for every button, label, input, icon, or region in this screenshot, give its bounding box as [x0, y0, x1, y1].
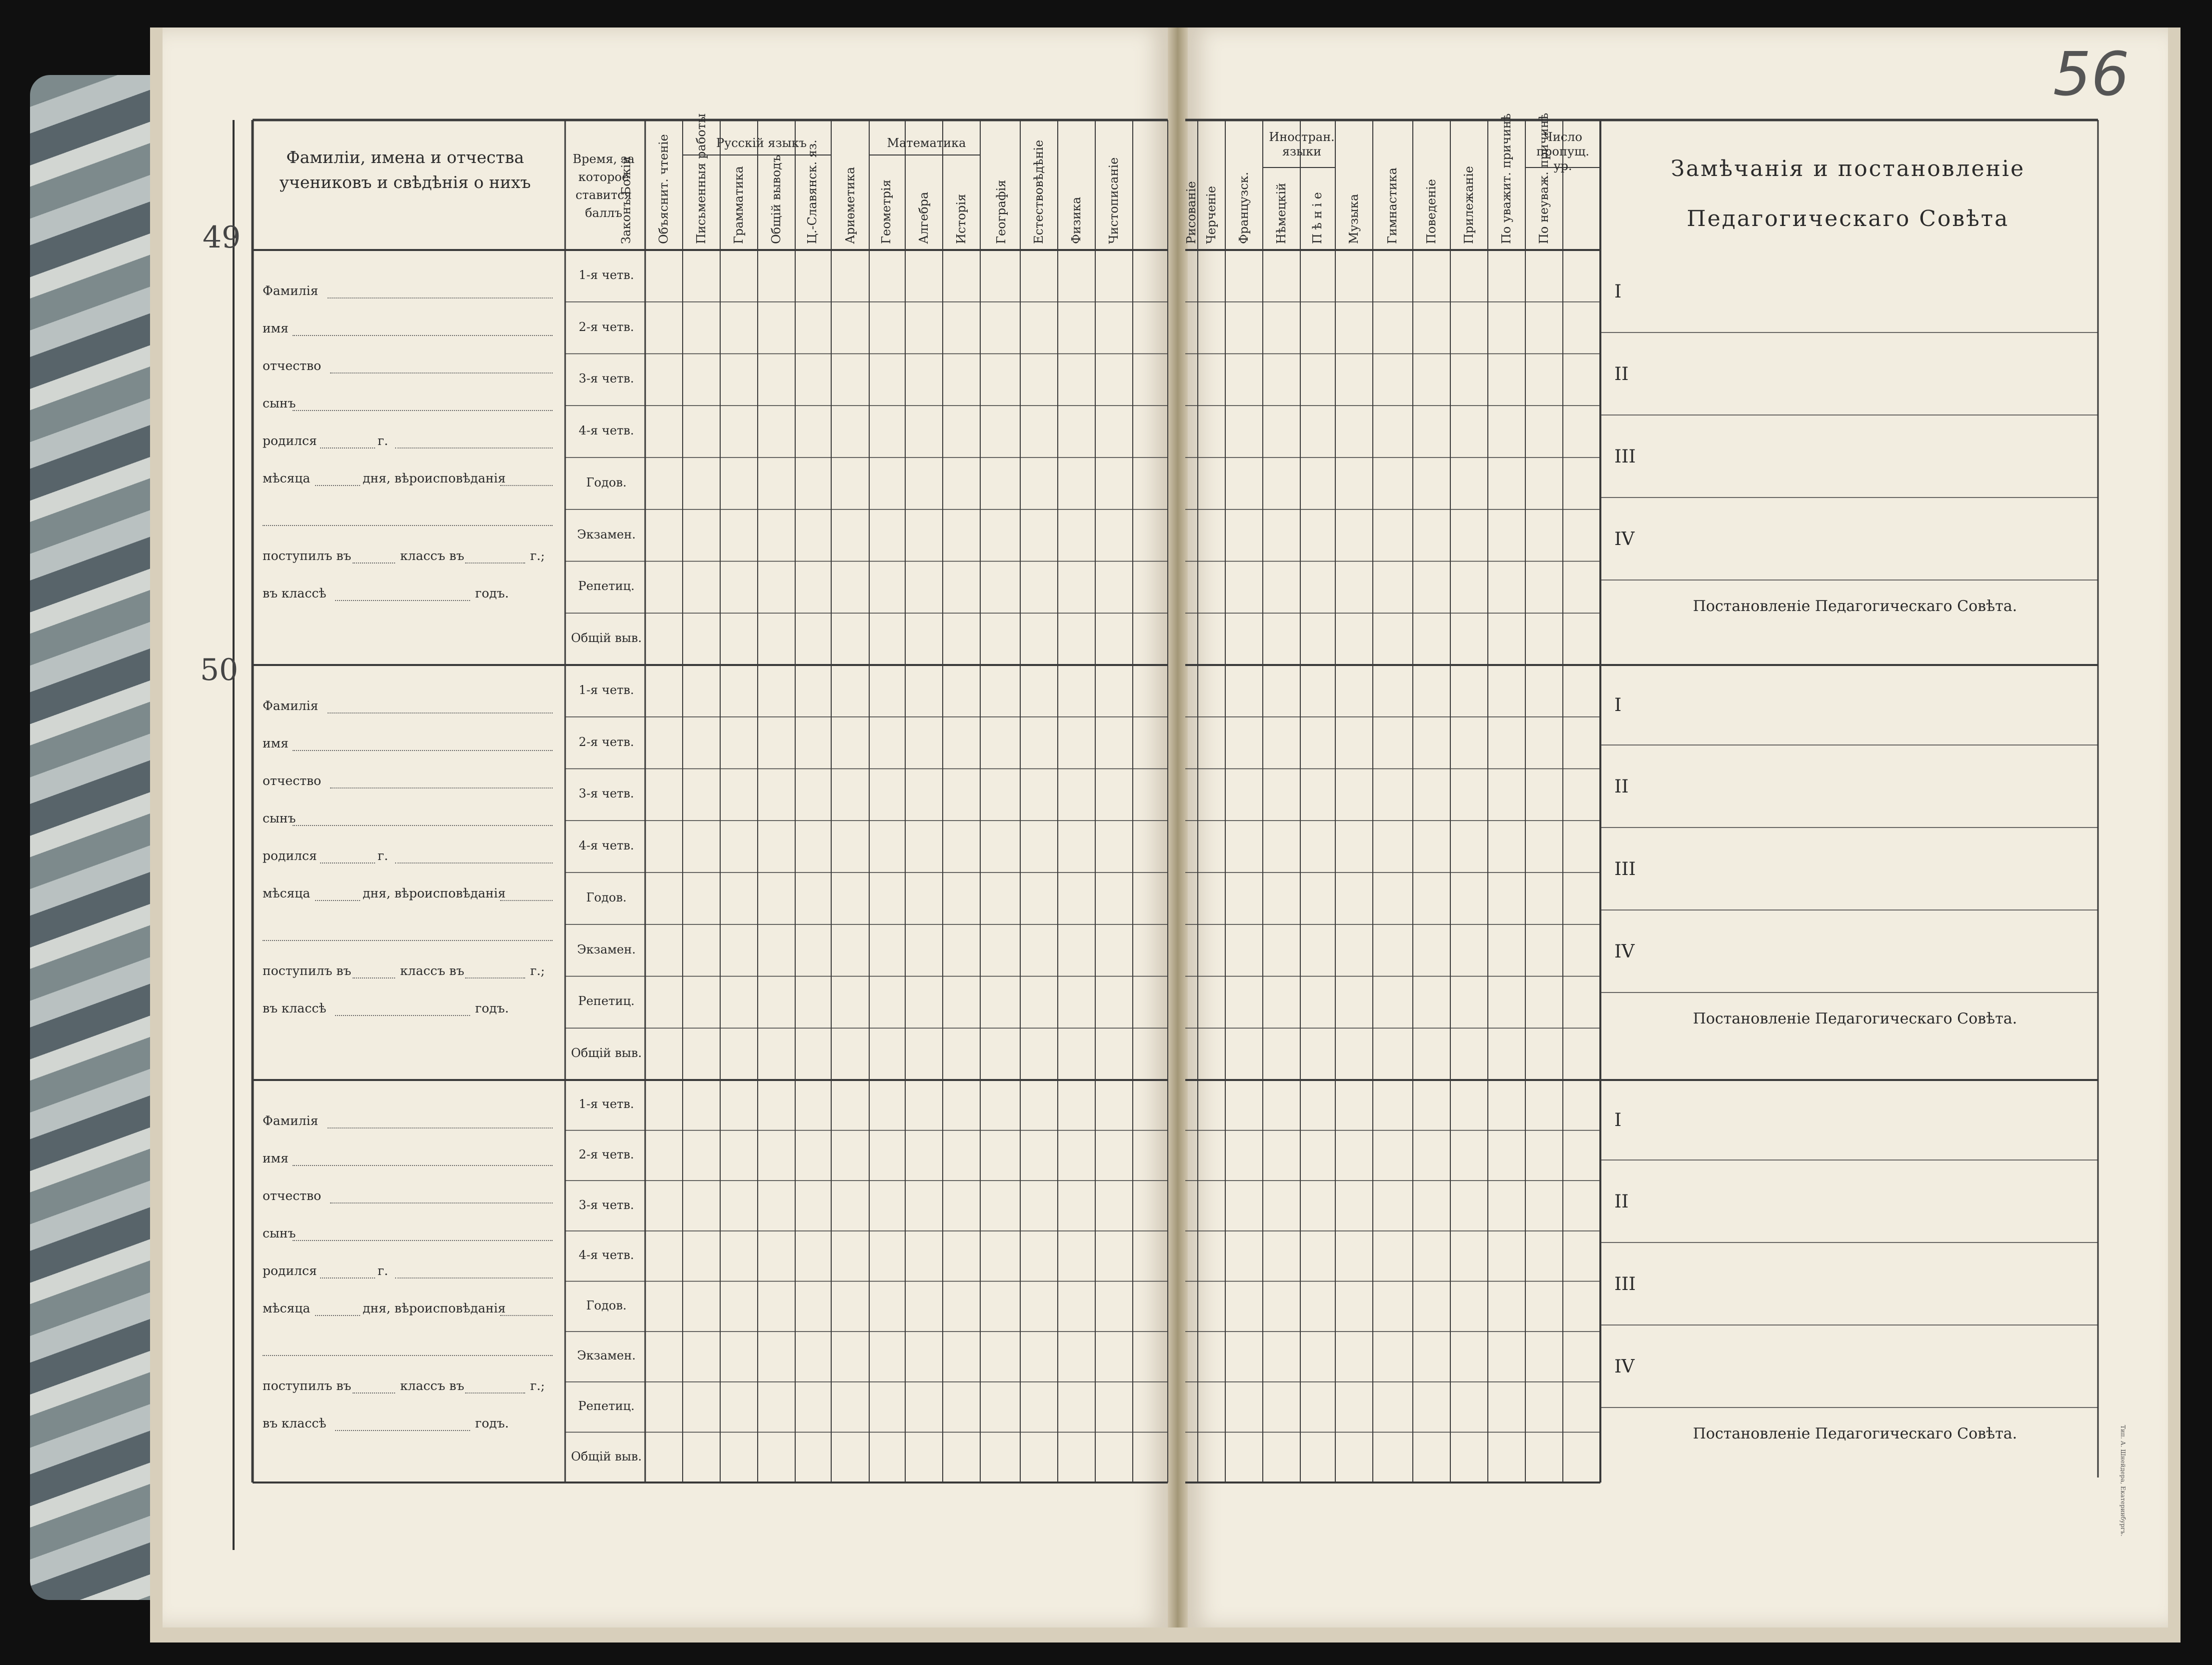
subject-header-left: Алгебра: [916, 192, 931, 244]
fill-in-blank-born-year[interactable]: [395, 862, 553, 864]
period-row-label: 2-я четв.: [579, 1147, 634, 1162]
russian-group-header: Русскій языкъ: [716, 136, 807, 150]
quarter-roman-numeral: IV: [1614, 528, 1635, 550]
fill-in-blank-born-day[interactable]: [320, 862, 375, 864]
fill-in-blank-month[interactable]: [315, 1315, 360, 1316]
student-field-label: имя: [263, 736, 289, 750]
student-field-label: г.: [378, 1264, 389, 1278]
period-row-label: 3-я четв.: [579, 1198, 634, 1212]
student-field-label: Фамилія: [263, 1114, 319, 1128]
student-field-label: г.: [378, 848, 389, 863]
fill-in-blank-month[interactable]: [315, 900, 360, 901]
math-group-header: Математика: [887, 136, 966, 150]
student-field-label: поступилъ въ: [263, 548, 352, 563]
fill-in-blank-in-class[interactable]: [335, 600, 470, 601]
student-field-label: годъ.: [475, 586, 509, 600]
student-field-label: сынъ: [263, 1226, 296, 1240]
student-field-label: родился: [263, 434, 317, 448]
student-field-label: имя: [263, 1151, 289, 1166]
period-row-label: Экзамен.: [577, 1348, 636, 1363]
subject-header-right: Французск.: [1236, 172, 1251, 244]
subject-header-left: Географія: [994, 180, 1008, 244]
quarter-roman-numeral: III: [1614, 1274, 1636, 1294]
fill-in-blank-in-class[interactable]: [335, 1015, 470, 1016]
council-decision-label: Постановленіе Педагогическаго Совѣта.: [1693, 598, 2017, 615]
student-field-label: мѣсяца: [263, 886, 311, 900]
subject-header-left: Объяснит. чтеніе: [656, 134, 671, 244]
period-row-label: 1-я четв.: [579, 682, 634, 697]
student-field-label: мѣсяца: [263, 471, 311, 486]
student-field-label: родился: [263, 1264, 317, 1278]
period-row-label: 1-я четв.: [579, 268, 634, 282]
fill-in-blank-faith[interactable]: [500, 485, 553, 486]
quarter-roman-numeral: IV: [1614, 941, 1635, 962]
fill-in-blank-faith[interactable]: [500, 900, 553, 901]
student-field-label: годъ.: [475, 1001, 509, 1016]
quarter-roman-numeral: IV: [1614, 1356, 1635, 1377]
student-field-label: Фамилія: [263, 284, 319, 298]
period-row-label: Экзамен.: [577, 527, 636, 542]
student-field-label: Фамилія: [263, 698, 319, 713]
fill-in-blank-patronymic[interactable]: [330, 372, 553, 374]
student-field-label: г.;: [530, 964, 545, 978]
student-field-label: въ классѣ: [263, 1001, 327, 1016]
student-field-label: дня, вѣроисповѣданія: [363, 1301, 506, 1316]
period-row-label: Годов.: [586, 1298, 627, 1312]
period-row-label: 2-я четв.: [579, 320, 634, 334]
student-field-label: дня, вѣроисповѣданія: [363, 886, 506, 900]
subject-header-left: Чистописаніе: [1106, 157, 1121, 244]
subject-header-right: Черченіе: [1204, 186, 1218, 244]
subject-header-right: По уважит. причинѣ: [1499, 113, 1513, 244]
period-row-label: 4-я четв.: [579, 424, 634, 438]
period-row-label: Общій выв.: [571, 631, 642, 646]
quarter-roman-numeral: II: [1614, 776, 1629, 797]
subject-header-right: Музыка: [1346, 194, 1361, 244]
subject-header-right: Поведеніе: [1424, 179, 1438, 244]
quarter-roman-numeral: II: [1614, 364, 1629, 384]
subject-header-left: Ц.-Славянск. яз.: [805, 140, 819, 244]
fill-in-blank-entered-year[interactable]: [465, 1392, 525, 1394]
fill-in-blank-son[interactable]: [293, 1240, 553, 1241]
student-field-label: классъ въ: [400, 548, 465, 563]
row-number: 50: [200, 652, 239, 688]
student-field-label: сынъ: [263, 396, 296, 410]
printer-note: Тип. А. Шнейдера, Екатеринбургъ.: [2119, 1425, 2126, 1536]
period-row-label: 3-я четв.: [579, 786, 634, 801]
fill-in-blank-son[interactable]: [293, 410, 553, 411]
student-field-label: отчество: [263, 1188, 322, 1203]
student-field-label: отчество: [263, 774, 322, 788]
subject-header-left: Письменныя работы: [694, 113, 708, 244]
subject-header-left: Геометрія: [879, 180, 893, 244]
quarter-roman-numeral: II: [1614, 1191, 1629, 1212]
fill-in-blank-extra[interactable]: [263, 525, 553, 526]
student-field-label: годъ.: [475, 1416, 509, 1430]
student-field-label: г.;: [530, 1378, 545, 1393]
quarter-roman-numeral: I: [1614, 1110, 1622, 1130]
period-row-label: 4-я четв.: [579, 1248, 634, 1262]
student-field-label: мѣсяца: [263, 1301, 311, 1316]
subject-header-right: Прилежаніе: [1461, 166, 1476, 244]
fill-in-blank-patronymic[interactable]: [330, 1202, 553, 1204]
fill-in-blank-extra[interactable]: [263, 940, 553, 941]
subject-header-right: Нѣмецкій: [1274, 182, 1288, 244]
period-row-label: Репетиц.: [578, 994, 635, 1008]
quarter-roman-numeral: III: [1614, 858, 1636, 880]
period-row-label: 1-я четв.: [579, 1097, 634, 1112]
period-row-label: 4-я четв.: [579, 838, 634, 853]
subject-header-left: Общій выводъ: [769, 154, 783, 244]
student-field-label: г.;: [530, 548, 545, 563]
fill-in-blank-entered-class[interactable]: [353, 562, 395, 564]
subject-header-left: Исторія: [954, 194, 968, 244]
fill-in-blank-faith[interactable]: [500, 1315, 553, 1316]
absence-group-header: Число пропущ. ур.: [1536, 130, 1589, 173]
fill-in-blank-entered-class[interactable]: [353, 1392, 395, 1394]
student-field-label: поступилъ въ: [263, 1378, 352, 1393]
fill-in-blank-extra[interactable]: [263, 1355, 553, 1356]
student-field-label: отчество: [263, 358, 322, 373]
remarks-header-line2: Педагогическаго Совѣта: [1686, 206, 2009, 232]
fill-in-blank-name[interactable]: [293, 1165, 553, 1166]
period-row-label: 2-я четв.: [579, 734, 634, 749]
subject-header-right: По неуваж. причинѣ: [1536, 112, 1551, 244]
student-field-label: въ классѣ: [263, 586, 327, 600]
student-field-label: имя: [263, 321, 289, 336]
period-row-label: Годов.: [586, 890, 627, 904]
time-column-header: Время, за которое ставится баллъ: [573, 152, 635, 220]
fill-in-blank-name[interactable]: [293, 335, 553, 336]
remarks-header-line1: Замѣчанія и постановленіе: [1670, 156, 2025, 182]
subject-header-left: Естествовѣдѣніе: [1031, 140, 1046, 244]
period-row-label: Репетиц.: [578, 1399, 635, 1414]
period-row-label: Экзамен.: [577, 942, 636, 956]
subject-header-left: Грамматика: [731, 166, 746, 244]
fill-in-blank-name[interactable]: [293, 750, 553, 751]
subject-header-left: Законъ Божій: [619, 156, 633, 244]
student-field-label: родился: [263, 848, 317, 863]
page-number: 56: [2053, 40, 2129, 110]
subject-header-right: Гимнастика: [1385, 168, 1399, 244]
period-row-label: Общій выв.: [571, 1046, 642, 1060]
row-number: 49: [203, 220, 241, 255]
period-row-label: Репетиц.: [578, 579, 635, 594]
names-column-header: Фамиліи, имена и отчества учениковъ и свѣдѣнія о нихъ: [279, 148, 531, 192]
student-field-label: классъ въ: [400, 1378, 465, 1393]
fill-in-blank-entered-year[interactable]: [465, 562, 525, 564]
student-field-label: классъ въ: [400, 964, 465, 978]
fill-in-blank-in-class[interactable]: [335, 1430, 470, 1431]
quarter-roman-numeral: III: [1614, 446, 1636, 467]
foreign-group-header: Иностран. языки: [1269, 130, 1335, 158]
student-field-label: г.: [378, 434, 389, 448]
student-field-label: въ классѣ: [263, 1416, 327, 1430]
student-field-label: поступилъ въ: [263, 964, 352, 978]
quarter-roman-numeral: I: [1614, 281, 1622, 302]
student-field-label: сынъ: [263, 811, 296, 826]
subject-header-right: Рисованіе: [1184, 181, 1198, 244]
fill-in-blank-month[interactable]: [315, 485, 360, 486]
fill-in-blank-son[interactable]: [293, 825, 553, 826]
period-row-label: Общій выв.: [571, 1449, 642, 1464]
fill-in-blank-surname[interactable]: [328, 712, 553, 714]
subject-header-left: Физика: [1069, 196, 1083, 244]
quarter-roman-numeral: I: [1614, 695, 1622, 716]
student-field-label: дня, вѣроисповѣданія: [363, 471, 506, 486]
council-decision-label: Постановленіе Педагогическаго Совѣта.: [1693, 1425, 2017, 1442]
period-row-label: 3-я четв.: [579, 372, 634, 386]
period-row-label: Годов.: [586, 475, 627, 490]
subject-header-right: П ѣ н і е: [1310, 192, 1324, 244]
council-decision-label: Постановленіе Педагогическаго Совѣта.: [1693, 1010, 2017, 1028]
subject-header-left: Ариѳметика: [843, 166, 857, 244]
